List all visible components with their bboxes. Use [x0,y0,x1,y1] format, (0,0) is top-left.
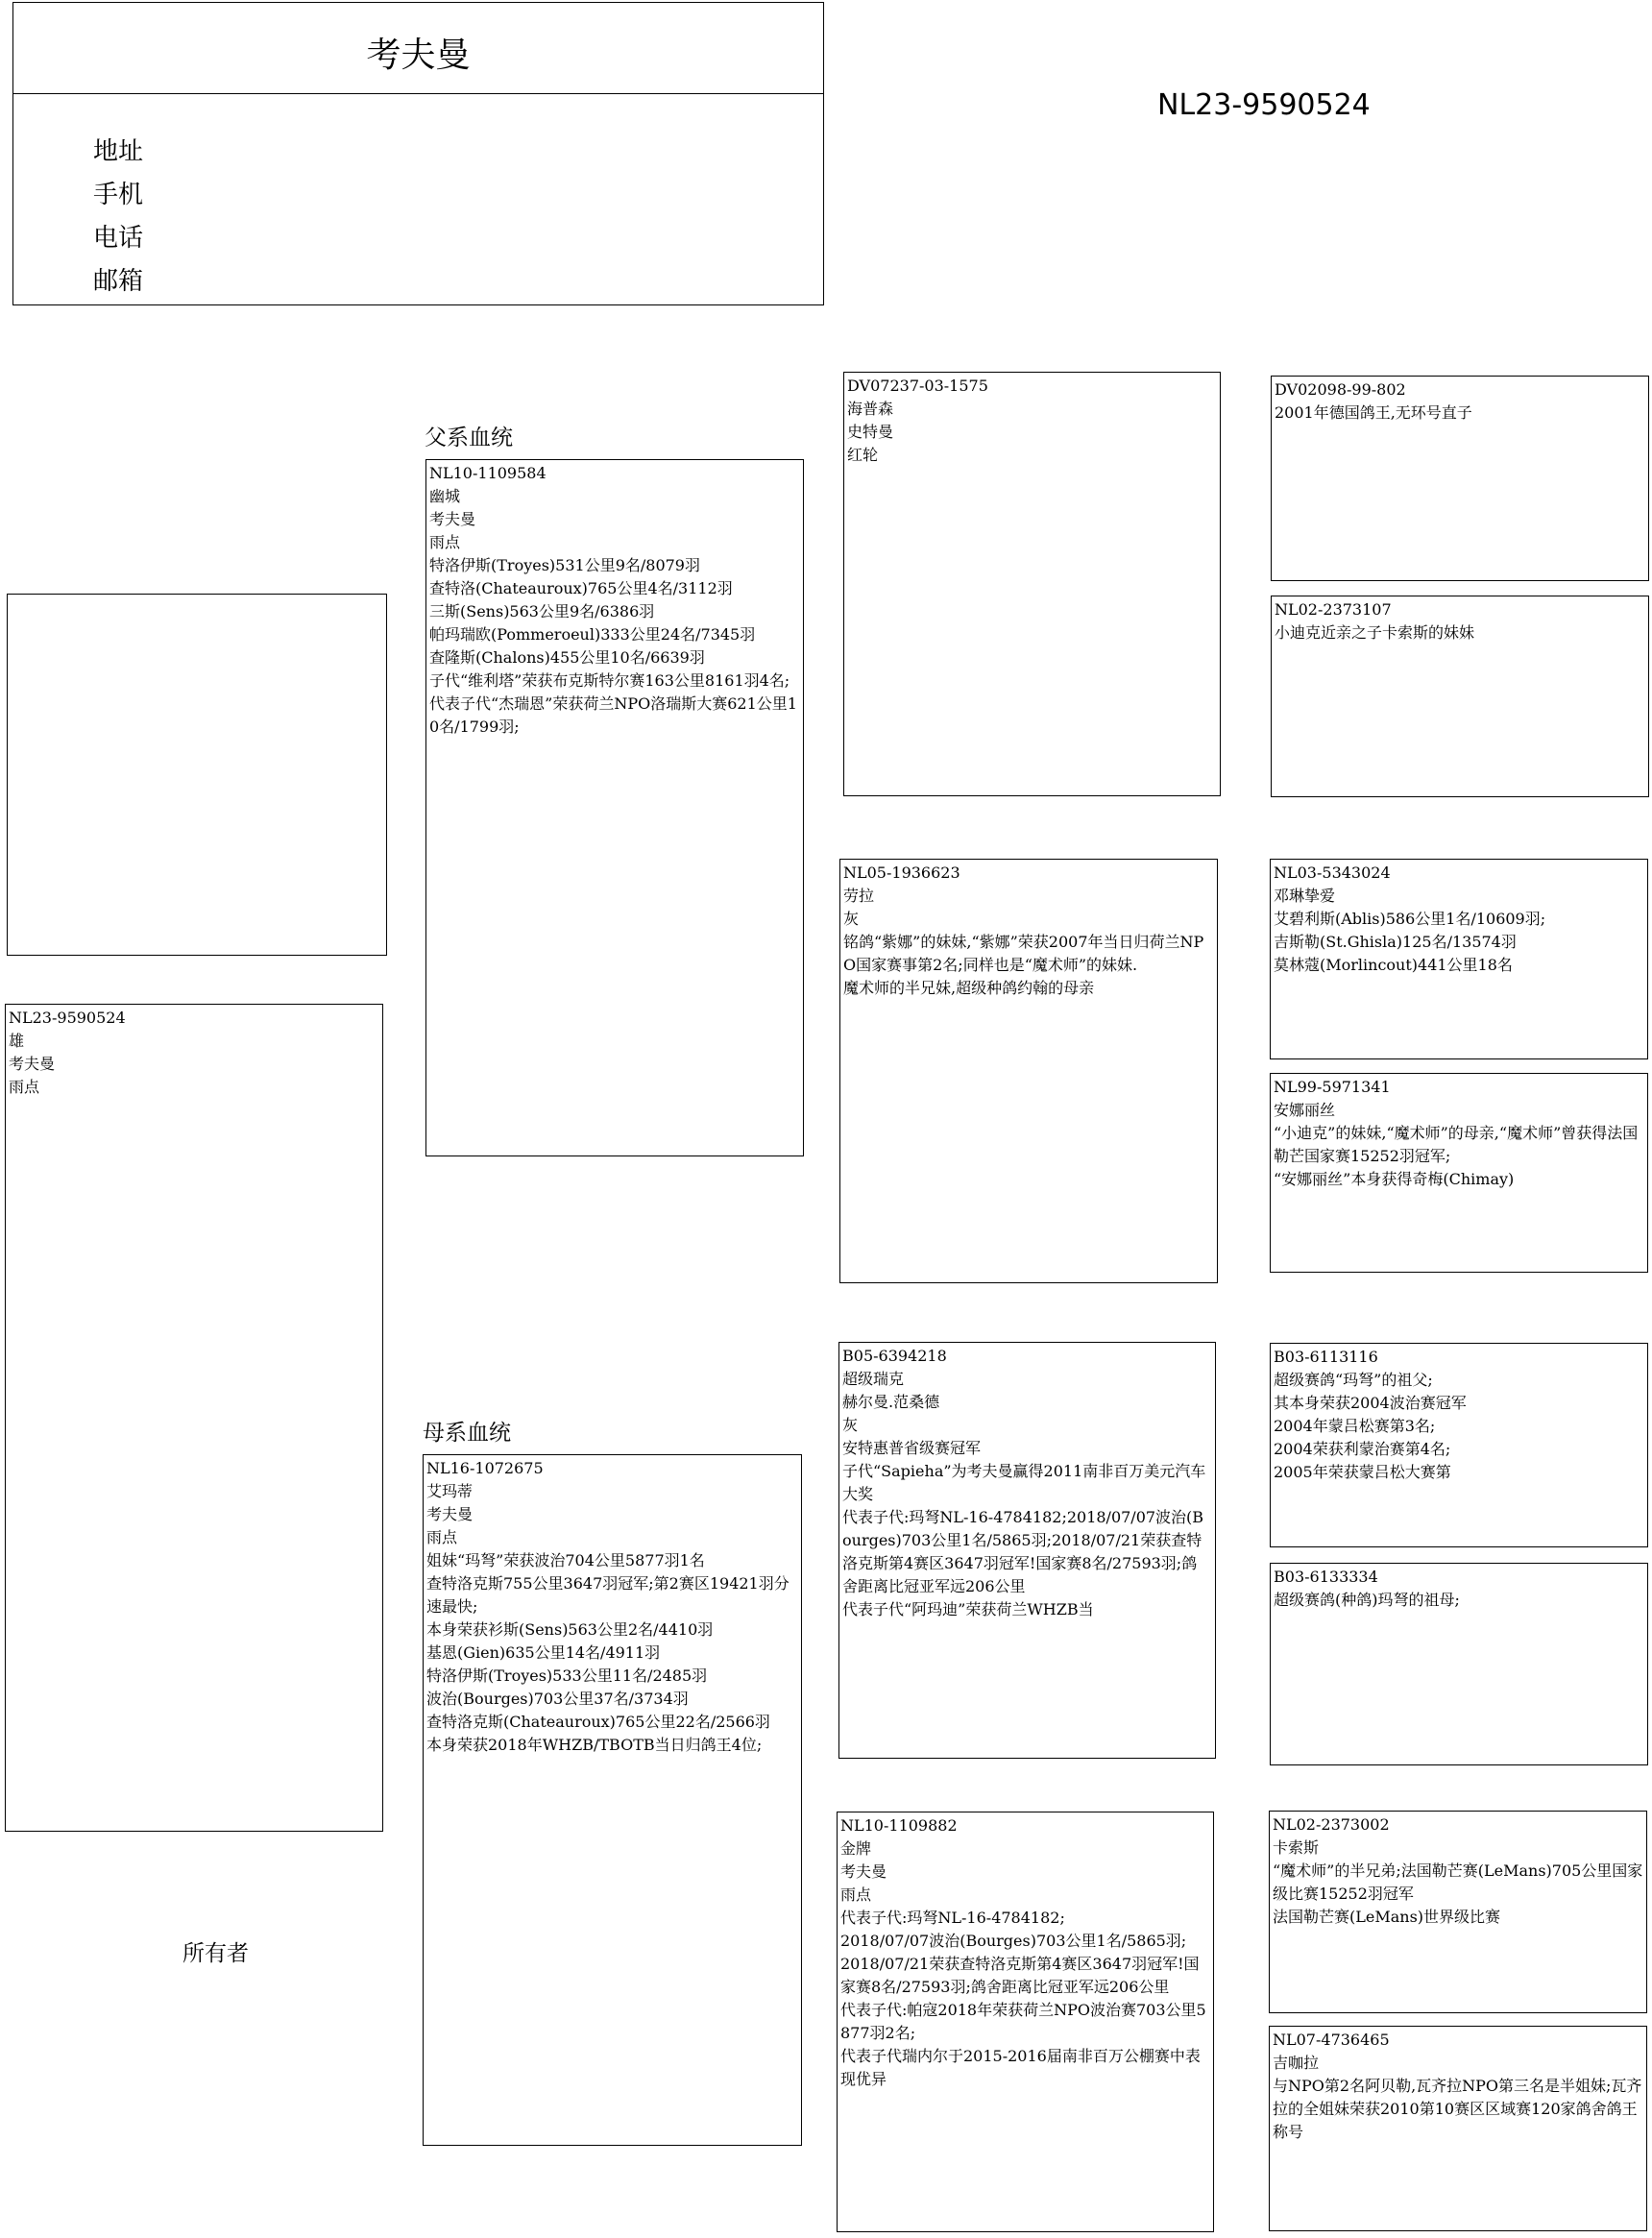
pedigree-line: 本身荣获衫斯(Sens)563公里2名/4410羽 [426,1620,714,1639]
pedigree-line: 小迪克近亲之子卡索斯的妹妹 [1275,623,1475,642]
pedigree-line: 灰 [843,910,860,928]
pedigree-line: 吉斯勒(St.Ghisla)125名/13574羽 [1274,933,1517,951]
great-grandparent-card-7 [1269,1811,1647,2013]
pedigree-line: 2018/07/07波治(Bourges)703公里1名/5865羽; [840,1932,1187,1950]
pedigree-line: DV07237-03-1575 [847,377,988,395]
great-grandparent-card-6 [1270,1563,1648,1765]
dam-dam-card [837,1812,1214,2232]
pedigree-line: “魔术师”的半兄弟;法国勒芒赛(LeMans)705公里国家级比赛15252羽冠军 [1273,1861,1643,1903]
pedigree-line: 考夫曼 [840,1862,887,1881]
pedigree-line: 考夫曼 [426,1505,474,1523]
pedigree-line: 代表子代:玛弩NL-16-4784182; [840,1909,1065,1927]
pedigree-line: 安特惠普省级赛冠军 [842,1439,982,1457]
pedigree-line: 代表子代:玛弩NL-16-4784182;2018/07/07波治(Bourges)703公里1名/5865羽;2018/07/21荣获查特洛克斯第4赛区3647羽冠军!国家赛8名/27593羽;鸽舍距离比冠亚军远206公里 [842,1508,1204,1595]
pedigree-line: 其本身荣获2004波治赛冠军 [1274,1394,1467,1412]
pedigree-line: NL99-5971341 [1274,1078,1391,1096]
pedigree-line: 波治(Bourges)703公里37名/3734羽 [426,1690,689,1708]
pedigree-line: 三斯(Sens)563公里9名/6386羽 [429,602,655,620]
pedigree-line: 基恩(Gien)635公里14名/4911羽 [426,1643,661,1662]
great-grandparent-card-2 [1271,596,1649,797]
pedigree-line: 卡索斯 [1273,1838,1320,1857]
pedigree-line: NL10-1109882 [840,1816,958,1835]
dam-card [423,1454,802,2146]
pedigree-line: NL05-1936623 [843,864,960,882]
pedigree-line: 雨点 [840,1885,872,1904]
pedigree-line: 金牌 [840,1839,872,1858]
sire-dam-card [839,859,1218,1283]
owner-header-card [12,2,824,305]
pedigree-line: 查特洛克斯755公里3647羽冠军;第2赛区19421羽分速最快; [426,1574,790,1616]
pedigree-line: 2004年蒙吕松赛第3名; [1274,1417,1436,1435]
pedigree-line: 赫尔曼.范桑德 [842,1393,940,1411]
mobile-label: 手机 [93,181,144,209]
pedigree-line: “安娜丽丝”本身获得奇梅(Chimay) [1274,1170,1515,1188]
pedigree-line: 雨点 [429,533,461,551]
pedigree-line: 子代“Sapieha”为考夫曼赢得2011南非百万美元汽车大奖 [842,1462,1206,1503]
pedigree-line: 法国勒芒赛(LeMans)世界级比赛 [1273,1908,1501,1926]
header-title-band [13,3,823,94]
pedigree-line: NL02-2373107 [1275,600,1392,619]
pedigree-line: 查隆斯(Chalons)455公里10名/6639羽 [429,648,705,667]
pedigree-line: 超级瑞克 [842,1370,905,1388]
pedigree-line: 2018/07/21荣获查特洛克斯第4赛区3647羽冠军!国家赛8名/27593羽;鸽舍距离比冠亚军远206公里 [840,1955,1200,1996]
pedigree-line: 铭鸽“紫娜”的妹妹,“紫娜”荣获2007年当日归荷兰NPO国家赛事第2名;同样也是“魔术师”的妹妹. [843,933,1204,974]
pedigree-line: “小迪克”的妹妹,“魔术师”的母亲,“魔术师”曾获得法国勒芒国家赛15252羽冠军; [1274,1124,1639,1165]
pedigree-line: 莫林蔻(Morlincout)441公里18名 [1274,956,1513,974]
pedigree-line: B03-6133334 [1274,1568,1378,1586]
pedigree-line: 超级赛鸽(种鸽)玛弩的祖母; [1274,1591,1460,1609]
pedigree-line: 魔术师的半兄妹,超级种鸽约翰的母亲 [843,979,1095,997]
ring-number-line: NL23-9590524 [9,1009,126,1027]
subject-pigeon-card [5,1004,383,1832]
color-line: 雨点 [9,1078,40,1096]
pedigree-line: 查特洛克斯(Chateauroux)765公里22名/2566羽 [426,1713,770,1731]
great-grandparent-card-5 [1270,1343,1648,1547]
pedigree-line: 邓琳挚爱 [1274,887,1336,905]
pedigree-line: DV02098-99-802 [1275,380,1406,399]
pedigree-line: 灰 [842,1416,859,1434]
dam-sire-card [838,1342,1216,1759]
pedigree-line: B03-6113116 [1274,1348,1378,1366]
pedigree-line: 吉咖拉 [1273,2054,1320,2072]
address-label: 地址 [93,137,144,166]
pedigree-line: B05-6394218 [842,1347,947,1365]
pedigree-line: 史特曼 [847,423,894,441]
pedigree-line: 2004荣获利蒙治赛第4名; [1274,1440,1451,1458]
pedigree-line: 姐妹“玛弩”荣获波治704公里5877羽1名 [426,1551,705,1569]
pedigree-line: 考夫曼 [429,510,476,528]
sire-sire-card [843,372,1221,796]
great-grandparent-card-1 [1271,376,1649,581]
pedigree-line: 劳拉 [843,887,875,905]
pedigree-line: 代表子代:帕寇2018年荣获荷兰NPO波治赛703公里5877羽2名; [840,2001,1206,2042]
owner-title: 考夫曼 [366,36,471,75]
pedigree-line: 雨点 [426,1528,458,1546]
pedigree-line: NL16-1072675 [426,1459,544,1477]
pedigree-line: 特洛伊斯(Troyes)531公里9名/8079羽 [429,556,700,574]
father-lineage-label: 父系血统 [425,426,513,450]
pedigree-line: 与NPO第2名阿贝勒,瓦齐拉NPO第三名是半姐妹;瓦齐拉的全姐妹荣获2010第10赛区区域赛120家鸽舍鸽王称号 [1273,2077,1642,2141]
pedigree-line: 本身荣获2018年WHZB/TBOTB当日归鸽王4位; [426,1736,763,1754]
owner-label: 所有者 [182,1941,249,1966]
pedigree-line: 艾玛蒂 [426,1482,474,1500]
pedigree-line: 2005年荣获蒙吕松大赛第 [1274,1463,1451,1481]
pedigree-line: 海普森 [847,400,894,418]
sire-card [425,459,804,1156]
pedigree-line: 超级赛鸽“玛弩”的祖父; [1274,1371,1433,1389]
pedigree-line: NL03-5343024 [1274,864,1391,882]
pedigree-line: 特洛伊斯(Troyes)533公里11名/2485羽 [426,1666,708,1685]
email-label: 邮箱 [93,267,144,296]
great-grandparent-card-8 [1269,2026,1647,2231]
great-grandparent-card-4 [1270,1073,1648,1273]
pedigree-line: 查特洛(Chateauroux)765公里4名/3112羽 [429,579,733,597]
pedigree-line: 代表子代瑞内尔于2015-2016届南非百万公棚赛中表现优异 [840,2047,1201,2088]
pedigree-line: 子代“维利塔”荣获布克斯特尔赛163公里8161羽4名; [429,671,790,690]
pedigree-line: 安娜丽丝 [1274,1101,1336,1119]
mother-lineage-label: 母系血统 [423,1421,511,1446]
ring-number: NL23-9590524 [1157,88,1371,122]
pedigree-line: NL02-2373002 [1273,1815,1390,1834]
pigeon-photo-frame [7,594,387,956]
pedigree-line: 代表子代“阿玛迪”荣获荷兰WHZB当 [842,1600,1094,1618]
pedigree-line: 幽城 [429,487,461,505]
sex-line: 雄 [9,1032,25,1050]
breeder-line: 考夫曼 [9,1055,56,1073]
pedigree-line: NL10-1109584 [429,464,547,482]
pedigree-line: 红轮 [847,446,879,464]
pedigree-line: 代表子代“杰瑞恩”荣获荷兰NPO洛瑞斯大赛621公里10名/1799羽; [429,694,797,736]
pedigree-line: NL07-4736465 [1273,2031,1390,2049]
pedigree-line: 艾碧利斯(Ablis)586公里1名/10609羽; [1274,910,1546,928]
pedigree-line: 帕玛瑞欧(Pommeroeul)333公里24名/7345羽 [429,625,756,644]
phone-label: 电话 [93,224,144,253]
pedigree-line: 2001年德国鸽王,无环号直子 [1275,403,1472,422]
great-grandparent-card-3 [1270,859,1648,1059]
